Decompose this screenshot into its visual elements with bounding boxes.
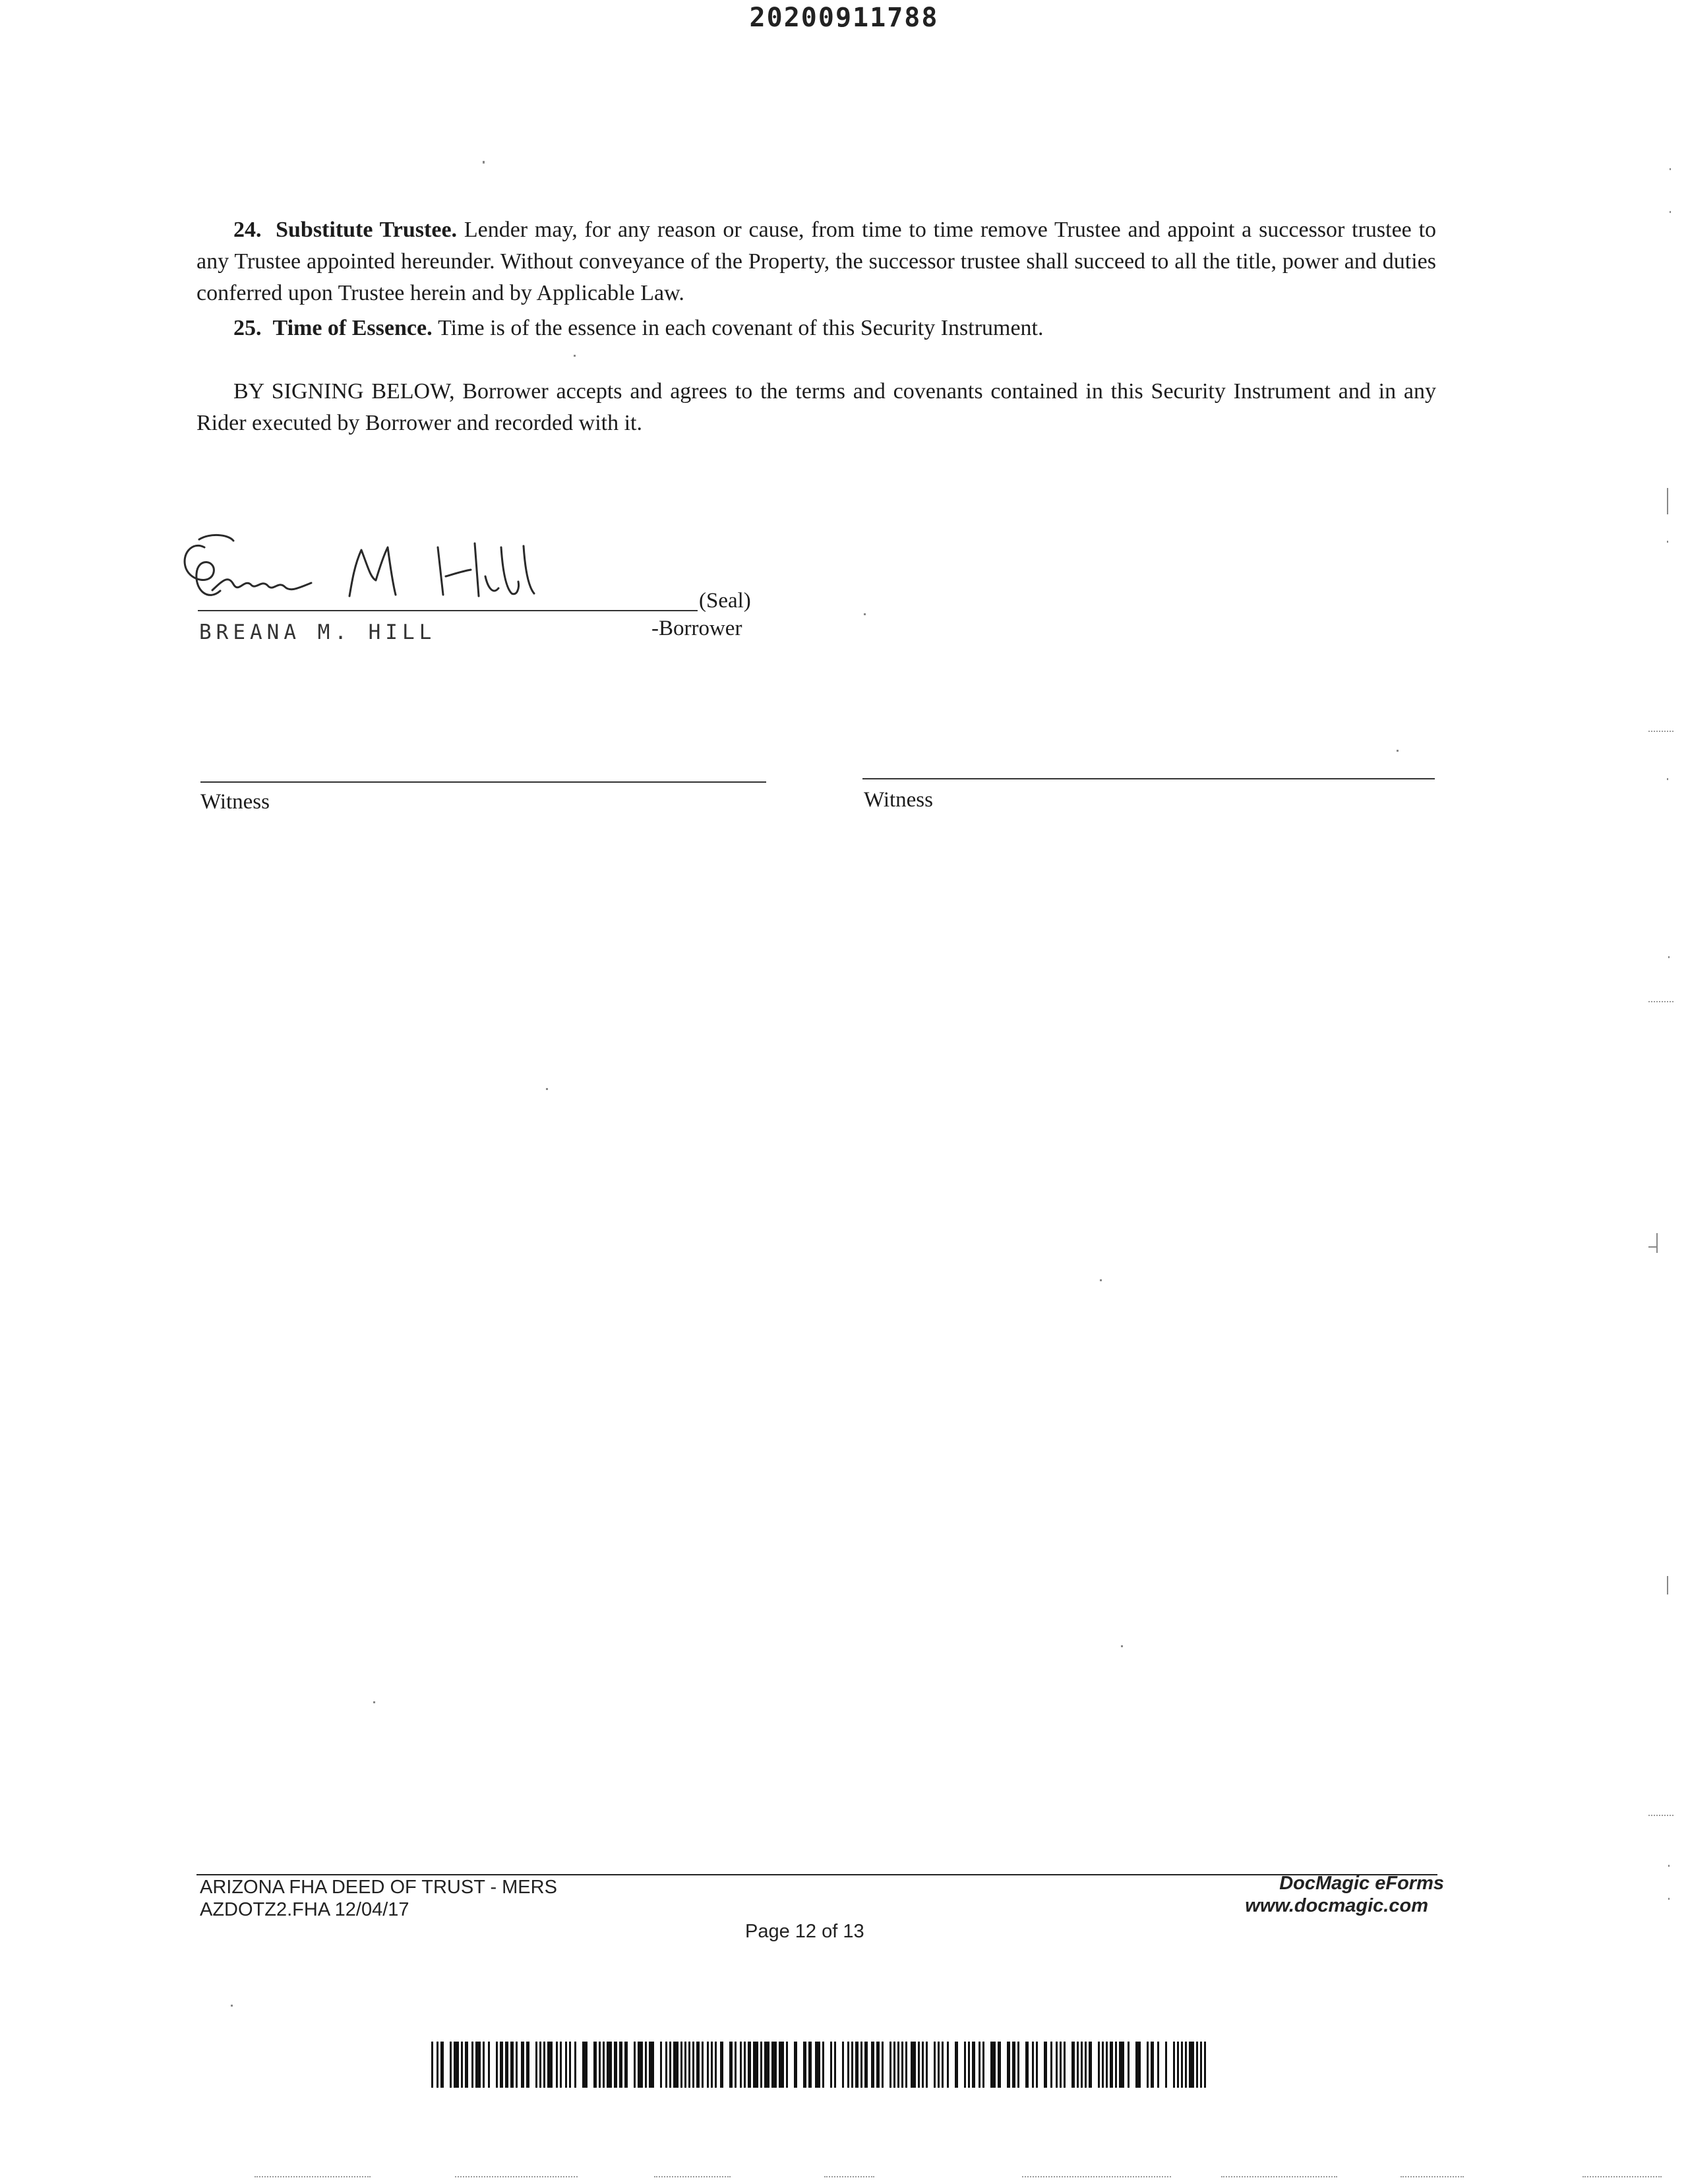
barcode-bar [599, 2042, 601, 2088]
scan-speck [1100, 1279, 1102, 1281]
barcode-bar [565, 2042, 567, 2088]
barcode-bar [1085, 2042, 1087, 2088]
barcode-bar [864, 2042, 868, 2088]
barcode-bar [842, 2042, 844, 2088]
borrower-role: -Borrower [651, 617, 742, 640]
barcode-bar [964, 2042, 966, 2088]
barcode-bar [680, 2042, 682, 2088]
barcode-bar [911, 2042, 916, 2088]
barcode-bar [461, 2042, 463, 2088]
barcode-bar [1196, 2042, 1198, 2088]
barcode-bar [696, 2042, 700, 2088]
barcode-bar [603, 2042, 605, 2088]
barcode-bar [543, 2042, 545, 2088]
seal-label: (Seal) [699, 589, 751, 613]
barcode-bar [851, 2042, 853, 2088]
barcode-bar [871, 2042, 874, 2088]
barcode-bar [526, 2042, 529, 2088]
barcode-bar [942, 2042, 944, 2088]
footer-form-title: ARIZONA FHA DEED OF TRUST - MERS [200, 1877, 557, 1898]
barcode-bar [440, 2042, 444, 2088]
barcode-bar [1064, 2042, 1066, 2088]
barcode-bar [619, 2042, 622, 2088]
borrower-signature-line [198, 610, 698, 611]
barcode-bar [1032, 2042, 1034, 2088]
barcode-bar [692, 2042, 694, 2088]
barcode-bar [634, 2042, 636, 2088]
scan-speck [231, 2005, 233, 2007]
barcode-bar [488, 2042, 490, 2088]
signing-statement [196, 376, 1436, 439]
barcode-bar [1106, 2042, 1108, 2088]
barcode-bar [431, 2042, 433, 2088]
barcode-bar [779, 2042, 784, 2088]
barcode-bar [926, 2042, 928, 2088]
barcode-bar [972, 2042, 975, 2088]
barcode-bar [922, 2042, 924, 2088]
edge-mark [654, 2176, 731, 2177]
barcode-bar [715, 2042, 717, 2088]
edge-mark [1221, 2176, 1337, 2177]
barcode-bar [688, 2042, 690, 2088]
barcode-bar [483, 2042, 485, 2088]
barcode-bar [771, 2042, 777, 2088]
signing-statement-text: BY SIGNING BELOW, Borrower accepts and agrees to the terms and covenants contained in this Security Instrument and in any Rider executed by Borrower and recorded with it. [196, 379, 1436, 435]
barcode-bar [1204, 2042, 1206, 2088]
barcode-bar [860, 2042, 862, 2088]
barcode-bar [998, 2042, 1001, 2088]
scan-speck [483, 161, 485, 164]
scan-speck [1667, 778, 1668, 780]
barcode-bar [1098, 2042, 1100, 2088]
barcode-bar [889, 2042, 891, 2088]
barcode-bar [735, 2042, 737, 2088]
barcode-bar [947, 2042, 949, 2088]
barcode-bar [684, 2042, 686, 2088]
barcode-bar [607, 2042, 612, 2088]
scan-speck [1656, 1233, 1658, 1253]
section-24-number: 24. [233, 218, 262, 242]
barcode-bar [624, 2042, 628, 2088]
witness-1-line [200, 781, 766, 783]
barcode-bar [1007, 2042, 1010, 2088]
barcode-bar [702, 2042, 704, 2088]
barcode [431, 2042, 1209, 2088]
barcode-bar [574, 2042, 576, 2088]
section-24-text: Lender may, for any reason or cause, from time to time remove Trustee and appoint a successor trustee to any Trustee appointed hereunder. Without conveyance of the Property, the successor trustee shall succeed to all the title, power and duties conferred upon Trustee herein and by Applicable Law. [196, 218, 1437, 305]
footer-website: www.docmagic.com [1245, 1895, 1428, 1916]
scan-speck [1667, 541, 1668, 543]
borrower-signature [173, 528, 542, 613]
barcode-bar [665, 2042, 667, 2088]
barcode-bar [1036, 2042, 1038, 2088]
barcode-bar [673, 2042, 678, 2088]
barcode-bar [1081, 2042, 1083, 2088]
barcode-bar [808, 2042, 812, 2088]
barcode-bar [510, 2042, 514, 2088]
barcode-bar [1119, 2042, 1124, 2088]
edge-mark [1582, 2176, 1662, 2177]
barcode-bar [505, 2042, 508, 2088]
footer-brand: DocMagic eForms [1279, 1873, 1444, 1894]
scan-speck [1670, 168, 1671, 170]
barcode-bar [1200, 2042, 1202, 2088]
witness-2-line [862, 778, 1435, 779]
barcode-bar [1157, 2042, 1159, 2088]
barcode-bar [830, 2042, 832, 2088]
barcode-bar [1173, 2042, 1175, 2088]
barcode-bar [1060, 2042, 1062, 2088]
barcode-bar [614, 2042, 617, 2088]
footer-page-label: Page 12 of 13 [745, 1921, 864, 1942]
barcode-bar [1102, 2042, 1104, 2088]
footer-form-code: AZDOTZ2.FHA 12/04/17 [200, 1899, 409, 1920]
barcode-bar [535, 2042, 537, 2088]
barcode-bar [711, 2042, 713, 2088]
barcode-bar [471, 2042, 473, 2088]
edge-mark [1648, 1815, 1673, 1816]
edge-mark [455, 2176, 578, 2177]
barcode-bar [500, 2042, 503, 2088]
barcode-bar [901, 2042, 903, 2088]
barcode-bar [764, 2042, 769, 2088]
edge-mark [1648, 731, 1673, 732]
scan-speck [1668, 956, 1670, 958]
barcode-bar [1077, 2042, 1079, 2088]
barcode-bar [645, 2042, 647, 2088]
barcode-bar [1115, 2042, 1117, 2088]
barcode-bar [496, 2042, 498, 2088]
barcode-bar [465, 2042, 468, 2088]
recording-number: 20200911788 [749, 3, 939, 33]
edge-mark [1648, 1001, 1673, 1002]
barcode-bar [593, 2042, 597, 2088]
barcode-bar [1071, 2042, 1075, 2088]
scan-speck [1668, 1865, 1670, 1867]
barcode-bar [905, 2042, 907, 2088]
barcode-bar [539, 2042, 541, 2088]
barcode-bar [1128, 2042, 1130, 2088]
scan-speck [1668, 1898, 1670, 1900]
barcode-bar [1185, 2042, 1187, 2088]
barcode-bar [450, 2042, 452, 2088]
edge-mark [824, 2176, 874, 2177]
barcode-bar [729, 2042, 733, 2088]
scan-speck [1397, 750, 1399, 752]
barcode-bar [1147, 2042, 1149, 2088]
barcode-bar [720, 2042, 723, 2088]
barcode-bar [1025, 2042, 1029, 2088]
section-25-number: 25. [233, 316, 262, 340]
barcode-bar [521, 2042, 524, 2088]
barcode-bar [815, 2042, 820, 2088]
barcode-bar [855, 2042, 859, 2088]
witness-1-label: Witness [200, 790, 270, 814]
barcode-bar [968, 2042, 970, 2088]
barcode-bar [649, 2042, 654, 2088]
barcode-bar [638, 2042, 643, 2088]
barcode-bar [560, 2042, 562, 2088]
section-24 [196, 214, 1436, 309]
barcode-bar [897, 2042, 899, 2088]
barcode-bar [707, 2042, 709, 2088]
barcode-bar [748, 2042, 751, 2088]
barcode-bar [454, 2042, 459, 2088]
barcode-bar [1177, 2042, 1179, 2088]
barcode-bar [834, 2042, 836, 2088]
barcode-bar [516, 2042, 518, 2088]
barcode-bar [786, 2042, 788, 2088]
barcode-bar [740, 2042, 742, 2088]
barcode-bar [794, 2042, 797, 2088]
barcode-bar [1050, 2042, 1052, 2088]
barcode-bar [1012, 2042, 1015, 2088]
barcode-bar [934, 2042, 936, 2088]
barcode-bar [1110, 2042, 1113, 2088]
section-25-heading: Time of Essence. [272, 316, 433, 340]
section-25 [196, 313, 1436, 344]
barcode-bar [1189, 2042, 1194, 2088]
barcode-bar [1181, 2042, 1183, 2088]
section-24-heading: Substitute Trustee. [276, 218, 458, 242]
barcode-bar [582, 2042, 588, 2088]
barcode-bar [847, 2042, 849, 2088]
section-25-text: Time is of the essence in each covenant of this Security Instrument. [438, 316, 1044, 340]
barcode-bar [547, 2042, 553, 2088]
barcode-bar [660, 2042, 662, 2088]
barcode-bar [979, 2042, 980, 2088]
barcode-bar [982, 2042, 984, 2088]
barcode-bar [669, 2042, 671, 2088]
barcode-bar [475, 2042, 481, 2088]
barcode-bar [1017, 2042, 1019, 2088]
barcode-bar [760, 2042, 762, 2088]
witness-2-label: Witness [864, 788, 933, 812]
barcode-bar [556, 2042, 558, 2088]
borrower-name: BREANA M. HILL [199, 621, 437, 644]
barcode-bar [955, 2042, 958, 2088]
edge-mark [255, 2176, 371, 2177]
scan-speck [1667, 1576, 1668, 1594]
edge-mark [1401, 2176, 1464, 2177]
scan-speck [1667, 488, 1668, 514]
scan-speck [574, 355, 576, 357]
barcode-bar [990, 2042, 996, 2088]
barcode-bar [1151, 2042, 1154, 2088]
barcode-bar [893, 2042, 895, 2088]
barcode-bar [1135, 2042, 1141, 2088]
barcode-bar [876, 2042, 880, 2088]
barcode-bar [744, 2042, 746, 2088]
barcode-bar [822, 2042, 824, 2088]
barcode-bar [1056, 2042, 1058, 2088]
barcode-bar [918, 2042, 920, 2088]
barcode-bar [803, 2042, 806, 2088]
barcode-bar [882, 2042, 884, 2088]
barcode-bar [753, 2042, 758, 2088]
barcode-bar [938, 2042, 940, 2088]
barcode-bar [569, 2042, 571, 2088]
barcode-bar [1044, 2042, 1047, 2088]
scan-speck [864, 613, 866, 615]
scan-speck [546, 1088, 548, 1090]
scan-speck [1670, 211, 1671, 213]
edge-mark [1022, 2176, 1171, 2177]
barcode-bar [1165, 2042, 1167, 2088]
scan-speck [373, 1701, 375, 1703]
barcode-bar [437, 2042, 438, 2088]
barcode-bar [1089, 2042, 1092, 2088]
scan-speck [1121, 1645, 1123, 1647]
